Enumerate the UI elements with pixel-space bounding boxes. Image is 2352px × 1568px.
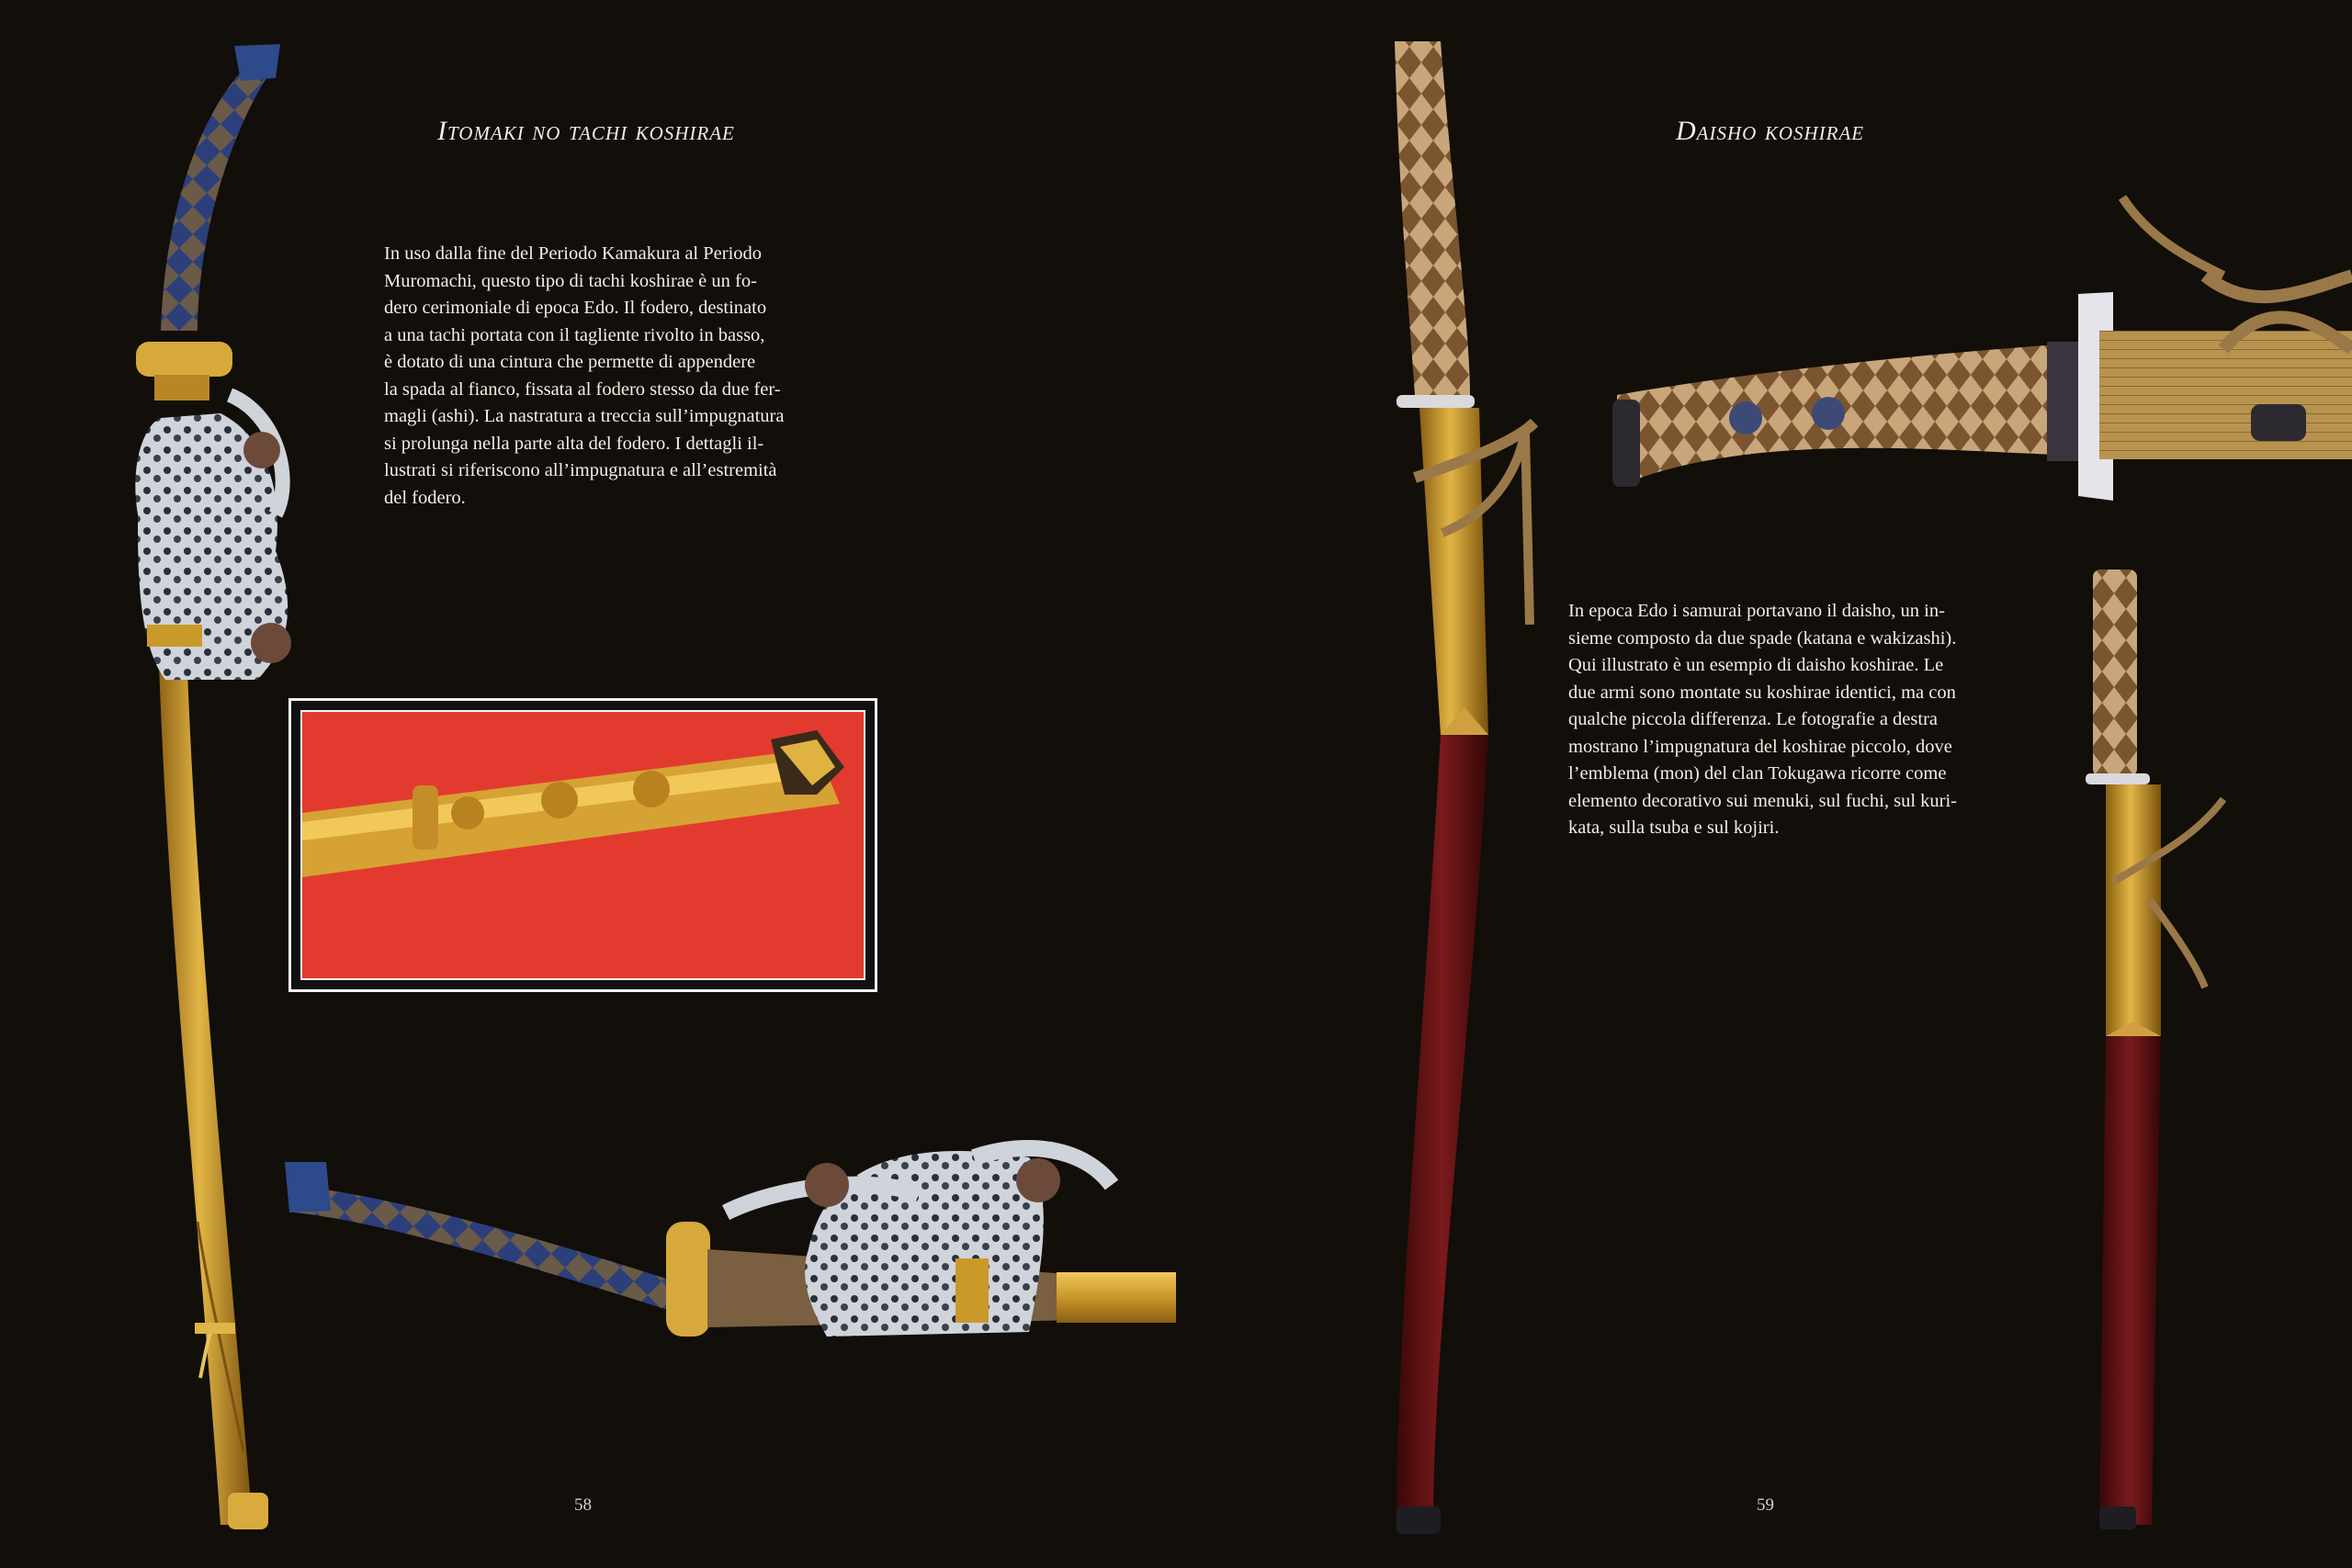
body-line: dero cerimoniale di epoca Edo. Il fodero, destinato — [384, 298, 767, 318]
body-line: elemento decorativo sui menuki, sul fuchi, sul kuri- — [1568, 790, 1958, 811]
body-line: si prolunga nella parte alta del fodero. I dettagli il- — [384, 433, 764, 454]
right-page-body — [1568, 598, 1969, 842]
body-line: è dotato di una cintura che permette di appendere — [384, 352, 756, 372]
body-line: qualche piccola differenza. Le fotografie a destra — [1568, 709, 1938, 729]
body-line: la spada al fianco, fissata al fodero stesso da due fer- — [384, 378, 781, 400]
body-line: In uso dalla fine del Periodo Kamakura al Periodo — [384, 243, 763, 264]
body-line: Muromachi, questo tipo di tachi koshirae è un fo- — [384, 270, 757, 291]
body-line: mostrano l’impugnatura del koshirae piccolo, dove — [1568, 736, 1952, 757]
page-number: 59 — [1757, 1495, 1774, 1515]
body-line: kata, sulla tsuba e sul kojiri. — [1568, 818, 1780, 838]
right-page-title: Daisho koshirae — [1676, 116, 1865, 146]
body-line: a una tachi portata con il tagliente rivolto in basso, — [384, 324, 765, 345]
right-page — [1176, 0, 2352, 1568]
page-number: 58 — [574, 1495, 592, 1515]
body-line: lustrati si riferiscono all’impugnatura e all’estremità — [384, 460, 777, 480]
body-line: due armi sono montate su koshirae identici, ma con — [1568, 682, 1956, 703]
body-line: magli (ashi). La nastratura a treccia sull’impugnatura — [384, 406, 785, 426]
body-line: sieme composto da due spade (katana e wakizashi). — [1568, 627, 1957, 649]
left-page-title: Itomaki no tachi koshirae — [437, 116, 735, 146]
left-page-body — [384, 241, 785, 512]
body-line: Qui illustrato è un esempio di daisho koshirae. Le — [1568, 655, 1944, 675]
body-line: In epoca Edo i samurai portavano il daisho, un in- — [1568, 601, 1945, 621]
body-line: l’emblema (mon) del clan Tokugawa ricorre come — [1568, 763, 1947, 784]
body-line: del fodero. — [384, 487, 466, 508]
